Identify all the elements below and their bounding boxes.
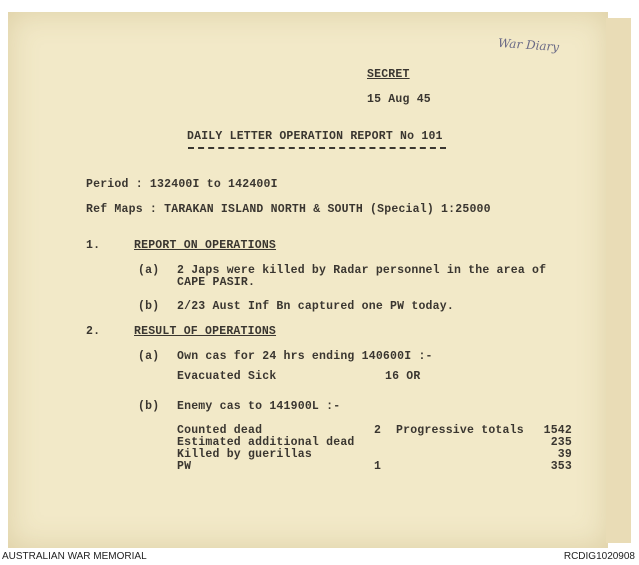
casualty-row-label: PW — [177, 460, 192, 473]
section-1-heading: REPORT ON OPERATIONS — [134, 239, 277, 252]
document-page — [8, 12, 608, 548]
ref-maps-line: Ref Maps : TARAKAN ISLAND NORTH & SOUTH (Special) 1:25000 — [86, 203, 491, 216]
section-2-item-b-label: (b) — [138, 400, 160, 413]
section-2-item-a-text: Own cas for 24 hrs ending 140600I :- — [177, 350, 433, 363]
casualty-row-label: Estimated additional dead — [177, 436, 355, 449]
footer-id: RCDIG1020908 — [563, 551, 635, 562]
page-edge — [606, 18, 631, 543]
handwritten-note: War Diary — [497, 35, 560, 55]
footer-source: AUSTRALIAN WAR MEMORIAL — [2, 551, 147, 562]
section-2-item-a-label: (a) — [138, 350, 160, 363]
report-date: 15 Aug 45 — [367, 93, 431, 106]
section-1-item-a-line1: 2 Japs were killed by Radar personnel in the area of — [177, 264, 547, 277]
casualty-row-total: 39 — [557, 448, 572, 461]
section-1-item-a-line2: CAPE PASIR. — [177, 276, 256, 289]
title-underline — [188, 147, 446, 149]
section-1-number: 1. — [86, 239, 101, 252]
classification-label: SECRET — [367, 68, 410, 81]
report-title: DAILY LETTER OPERATION REPORT No 101 — [187, 130, 443, 143]
section-1-item-b-text: 2/23 Aust Inf Bn captured one PW today. — [177, 300, 454, 313]
casualty-row-label: Counted dead — [177, 424, 263, 437]
section-2-heading: RESULT OF OPERATIONS — [134, 325, 277, 338]
progressive-totals-label: Progressive totals — [396, 424, 524, 437]
section-2-item-b-text: Enemy cas to 141900L :- — [177, 400, 341, 413]
period-line: Period : 132400I to 142400I — [86, 178, 278, 191]
casualty-row-total: 1542 — [543, 424, 572, 437]
casualty-row-total: 235 — [550, 436, 572, 449]
section-2-number: 2. — [86, 325, 101, 338]
casualty-row-value: 2 — [374, 424, 382, 437]
evacuated-sick-label: Evacuated Sick — [177, 370, 277, 383]
section-1-item-a-label: (a) — [138, 264, 160, 277]
casualty-row-label: Killed by guerillas — [177, 448, 312, 461]
section-1-item-b-label: (b) — [138, 300, 160, 313]
casualty-row-total: 353 — [550, 460, 572, 473]
casualty-row-value: 1 — [374, 460, 382, 473]
evacuated-sick-value: 16 OR — [385, 370, 421, 383]
